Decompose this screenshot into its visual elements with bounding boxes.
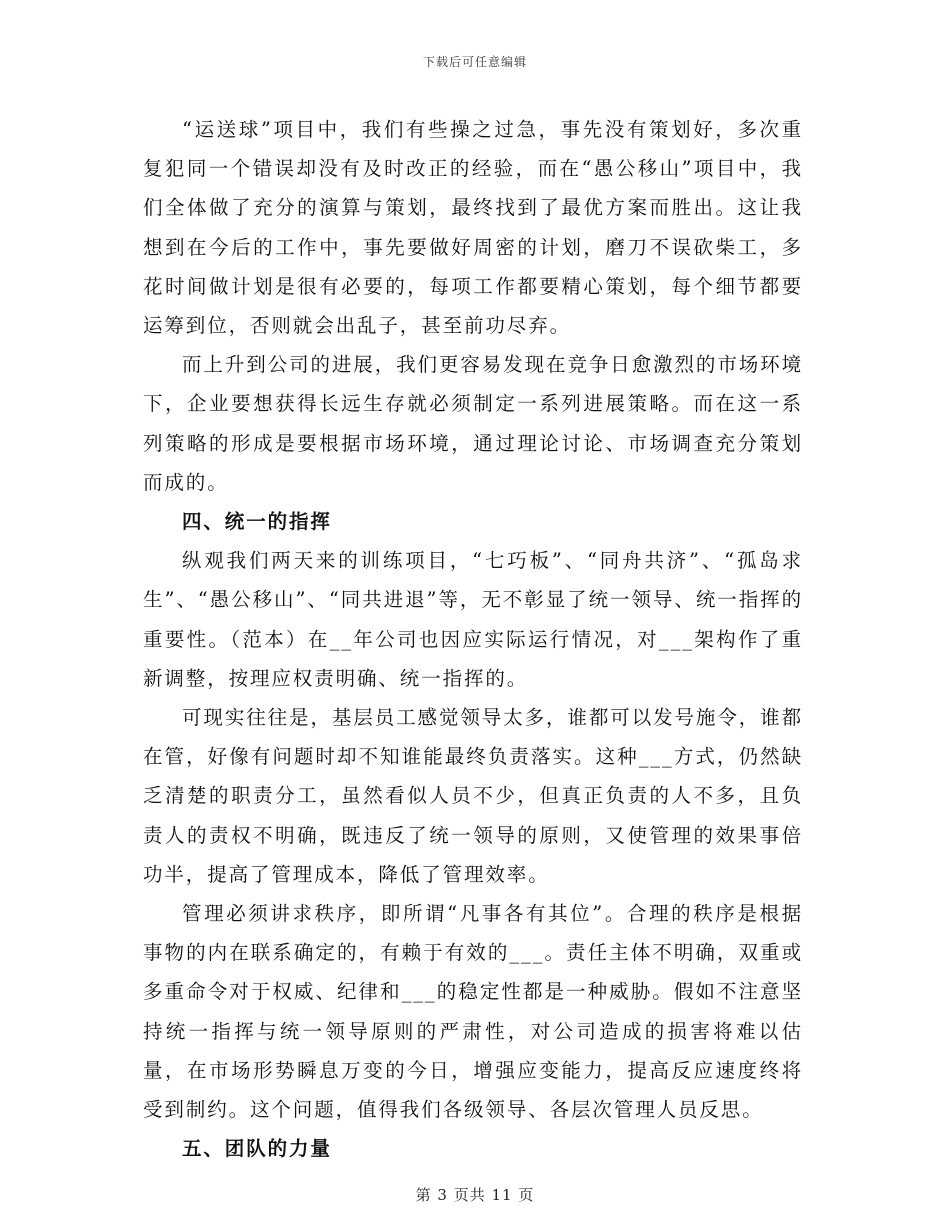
paragraph-company-strategy: 而上升到公司的进展，我们更容易发现在竞争日愈激烈的市场环境下，企业要想获得长远生存就必须制定一系列进展策略。而在这一系列策略的形成是要根据市场环境，通过理论讨论、市场调查充分策划而成的。: [143, 353, 803, 494]
section-heading-team-power: 五、团队的力量: [182, 1137, 332, 1161]
section-heading-unified-command: 四、统一的指挥: [182, 510, 332, 534]
page-number: 第 3 页共 11 页: [415, 1186, 535, 1204]
paragraph-management-reality: 可现实往往是，基层员工感觉领导太多，谁都可以发号施令，谁都在管，好像有问题时却不知谁能最终负责落实。这种___方式，仍然缺乏清楚的职责分工，虽然看似人员不少，但真正负责的人不多，且负责人的责权不明确，既违反了统一领导的原则，又使管理的效果事倍功半，提高了管理成本，降低了管理效率。: [143, 706, 803, 886]
paragraph-planning: “运送球”项目中，我们有些操之过急，事先没有策划好，多次重复犯同一个错误却没有及时改正的经验，而在“愚公移山”项目中，我们全体做了充分的演算与策划，最终找到了最优方案而胜出。这让我想到在今后的工作中，事先要做好周密的计划，磨刀不误砍柴工，多花时间做计划是很有必要的，每项工作都要精心策划，每个细节都要运筹到位，否则就会出乱子，甚至前功尽弃。: [143, 118, 803, 338]
document-body: [143, 110, 803, 1168]
paragraph-management-order: 管理必须讲求秩序，即所谓“凡事各有其位”。合理的秩序是根据事物的内在联系确定的，有赖于有效的___。责任主体不明确，双重或多重命令对于权威、纪律和___的稳定性都是一种威胁。假如不注意坚持统一指挥与统一领导原则的严肃性，对公司造成的损害将难以估量，在市场形势瞬息万变的今日，增强应变能力，提高反应速度终将受到制约。这个问题，值得我们各级领导、各层次管理人员反思。: [143, 902, 803, 1122]
page-header: 下载后可任意编辑: [422, 55, 527, 69]
paragraph-training-projects: 纵观我们两天来的训练项目，“七巧板”、“同舟共济”、“孤岛求生”、“愚公移山”、“同共进退”等，无不彰显了统一领导、统一指挥的重要性。（范本）在__年公司也因应实际运行情况，对___架构作了重新调整，按理应权责明确、统一指挥的。: [143, 549, 803, 690]
